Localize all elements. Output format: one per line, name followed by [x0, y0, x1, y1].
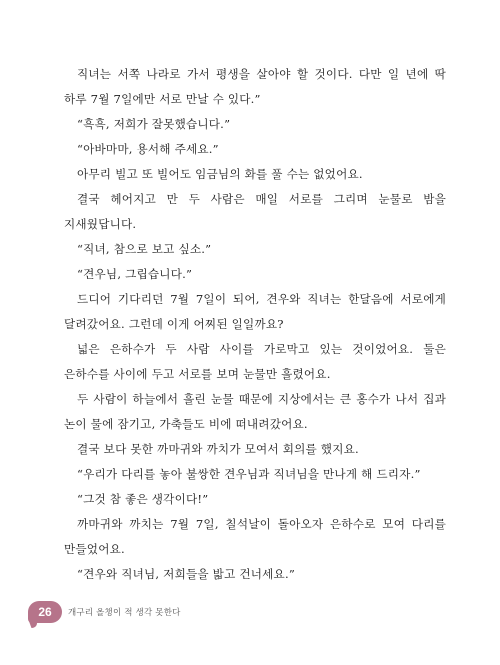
paragraph: 넓은 은하수가 두 사람 사이를 가로막고 있는 것이었어요. 둘은 은하수를 사이에 두고 서로를 보며 눈물만 흘렸어요.	[64, 342, 446, 381]
paragraph: 결국 헤어지고 만 두 사람은 매일 서로를 그리며 눈물로 밤을 지새웠답니다.	[64, 192, 446, 231]
paragraph: 드디어 기다리던 7월 7일이 되어, 견우와 직녀는 한달음에 서로에게 달려갔어요. 그런데 이게 어찌된 일일까요?	[64, 292, 446, 331]
paragraph: 직녀는 서쪽 나라로 가서 평생을 살아야 할 것이다. 다만 일 년에 딱 하루 7월 7일에만 서로 만날 수 있다.”	[64, 67, 446, 106]
paragraph: 두 사람이 하늘에서 흘린 눈물 때문에 지상에서는 큰 홍수가 나서 집과 논이 물에 잠기고, 가축들도 비에 떠내려갔어요.	[64, 392, 446, 431]
page-number: 26	[38, 605, 52, 619]
page-number-badge	[28, 601, 62, 623]
paragraph: “그것 참 좋은 생각이다!”	[77, 492, 209, 506]
book-title: 개구리 올챙이 적 생각 못한다	[68, 608, 181, 618]
page-footer	[28, 600, 181, 624]
paragraph: 아무리 빌고 또 빌어도 임금님의 화를 풀 수는 없었어요.	[77, 167, 363, 181]
paragraph: “견우와 직녀님, 저희들을 밟고 건너세요.”	[77, 567, 295, 581]
paragraph: 까마귀와 까치는 7월 7일, 칠석날이 돌아오자 은하수로 모여 다리를 만들었어요.	[64, 517, 446, 556]
paragraph: “흑흑, 저희가 잘못했습니다.”	[77, 117, 231, 131]
paragraph: “직녀, 참으로 보고 싶소.”	[77, 242, 212, 256]
paragraph: “견우님, 그립습니다.”	[77, 267, 193, 281]
paragraph: “우리가 다리를 놓아 불쌍한 견우님과 직녀님을 만나게 해 드리자.”	[77, 467, 421, 481]
page-body	[64, 62, 446, 587]
paragraph: 결국 보다 못한 까마귀와 까치가 모여서 회의를 했지요.	[77, 442, 359, 456]
paragraph: “아바마마, 용서해 주세요.”	[77, 142, 219, 156]
